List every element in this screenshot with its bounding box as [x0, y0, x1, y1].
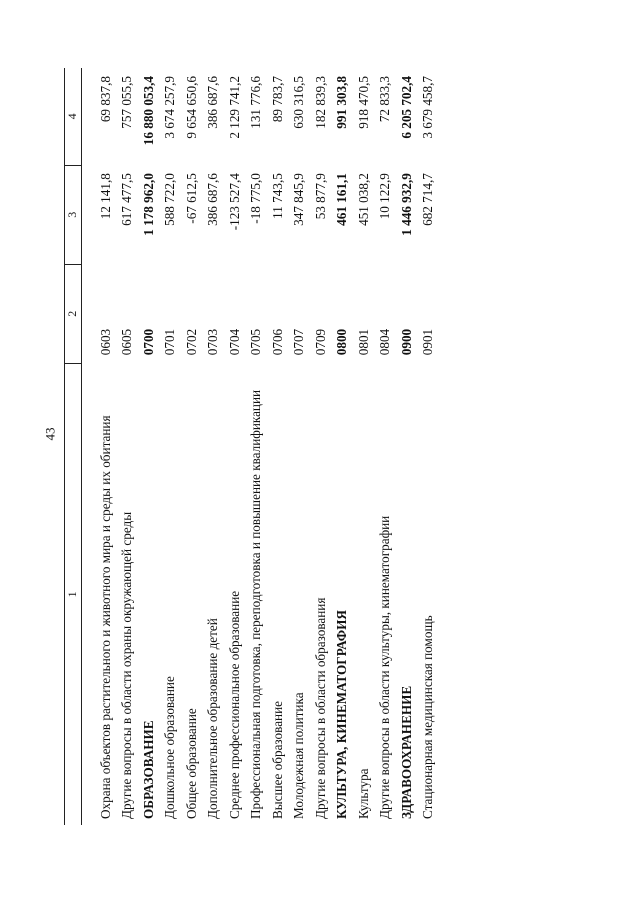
row-code: 0704 — [226, 328, 242, 356]
row-value-col4: 89 783,7 — [269, 76, 285, 123]
row-code: 0800 — [334, 328, 349, 356]
row-code: 0709 — [312, 328, 328, 356]
row-name: Дошкольное образование — [162, 676, 177, 819]
table-row — [181, 68, 203, 825]
row-name: Высшее образование — [269, 700, 285, 819]
row-value-col4: 991 303,8 — [334, 76, 349, 129]
row-value-col4: 182 839,3 — [312, 76, 328, 129]
row-value-col3: 53 877,9 — [312, 173, 328, 220]
column-header-2: 2 — [65, 264, 82, 363]
row-code: 0605 — [119, 328, 134, 356]
row-value-col3: 1 178 962,0 — [140, 173, 156, 236]
row-code: 0801 — [355, 328, 371, 356]
row-value-col4: 9 654 650,6 — [183, 76, 199, 139]
column-header-1: 1 — [65, 363, 82, 825]
table-row — [138, 68, 160, 825]
row-value-col4: 69 837,8 — [97, 76, 113, 123]
table-row — [353, 68, 375, 825]
row-name: ЗДРАВООХРАНЕНИЕ — [398, 685, 414, 819]
column-number-row — [65, 68, 82, 825]
budget-table — [64, 68, 439, 825]
row-name: Культура — [355, 768, 371, 819]
row-value-col3: 682 714,7 — [420, 173, 435, 226]
row-value-col4: 630 316,5 — [291, 76, 306, 129]
rotated-table-container — [64, 68, 576, 825]
row-name: Среднее профессиональное образование — [226, 590, 242, 819]
row-value-col3: 386 687,6 — [205, 173, 220, 226]
row-name: Общее образование — [183, 708, 199, 819]
row-name: Профессиональная подготовка, переподготовка и повышение квалификации — [248, 389, 263, 819]
table-row — [288, 68, 310, 825]
row-value-col3: -67 612,5 — [183, 173, 199, 224]
page-number: 43 — [42, 427, 58, 441]
row-code: 0702 — [183, 328, 199, 356]
table-body — [81, 68, 439, 825]
table-row — [202, 68, 224, 825]
row-name: Другие вопросы в области охраны окружающей среды — [119, 511, 134, 819]
row-value-col3: -18 775,0 — [248, 173, 263, 224]
row-value-col4: 3 679 458,7 — [420, 76, 435, 139]
row-value-col3: 461 161,1 — [334, 173, 349, 226]
row-name: Другие вопросы в области культуры, кинематографии — [377, 515, 392, 819]
row-value-col3: -123 527,4 — [226, 173, 242, 231]
row-value-col4: 131 776,6 — [248, 76, 263, 129]
row-name: Охрана объектов растительного и животного мира и среды их обитания — [97, 415, 113, 819]
row-value-col4: 3 674 257,9 — [162, 76, 177, 139]
table-row — [267, 68, 289, 825]
column-header-3: 3 — [65, 165, 82, 264]
row-value-col4: 16 880 053,4 — [140, 76, 156, 146]
row-name: Молодежная политика — [291, 692, 306, 819]
row-value-col4: 918 470,5 — [355, 76, 371, 129]
row-code: 0804 — [377, 328, 392, 356]
row-name: ОБРАЗОВАНИЕ — [140, 720, 156, 819]
table-row — [374, 68, 396, 825]
table-row — [116, 68, 138, 825]
table-row — [331, 68, 353, 825]
row-code: 0706 — [269, 328, 285, 356]
row-name: Стационарная медицинская помощь — [420, 615, 435, 819]
row-value-col3: 10 122,9 — [377, 173, 392, 220]
row-value-col4: 2 129 741,2 — [226, 76, 242, 139]
row-name: Другие вопросы в области образования — [312, 597, 328, 819]
row-value-col3: 617 477,5 — [119, 173, 134, 226]
row-name: Дополнительное образование детей — [205, 618, 220, 819]
row-code: 0603 — [97, 328, 113, 356]
row-code: 0703 — [205, 328, 220, 356]
column-header-4: 4 — [65, 68, 82, 165]
row-value-col3: 347 845,9 — [291, 173, 306, 226]
row-code: 0701 — [162, 328, 177, 356]
row-name: КУЛЬТУРА, КИНЕМАТОГРАФИЯ — [334, 610, 349, 819]
row-value-col3: 588 722,0 — [162, 173, 177, 226]
row-value-col4: 757 055,5 — [119, 76, 134, 129]
table-row — [396, 68, 418, 825]
table-row — [159, 68, 181, 825]
row-value-col3: 12 141,8 — [97, 173, 113, 220]
row-value-col3: 11 743,5 — [269, 173, 285, 219]
row-code: 0900 — [398, 328, 414, 356]
row-code: 0707 — [291, 328, 306, 356]
row-value-col3: 1 446 932,9 — [398, 173, 414, 236]
table-row — [245, 68, 267, 825]
row-value-col4: 6 205 702,4 — [398, 76, 414, 139]
row-code: 0700 — [140, 328, 156, 356]
row-value-col4: 72 833,3 — [377, 76, 392, 123]
row-value-col3: 451 038,2 — [355, 173, 371, 226]
row-code: 0901 — [420, 328, 435, 356]
table-row — [81, 68, 116, 825]
table-row — [417, 68, 439, 825]
row-value-col4: 386 687,6 — [205, 76, 220, 129]
table-row — [310, 68, 332, 825]
row-code: 0705 — [248, 328, 263, 356]
table-row — [224, 68, 246, 825]
